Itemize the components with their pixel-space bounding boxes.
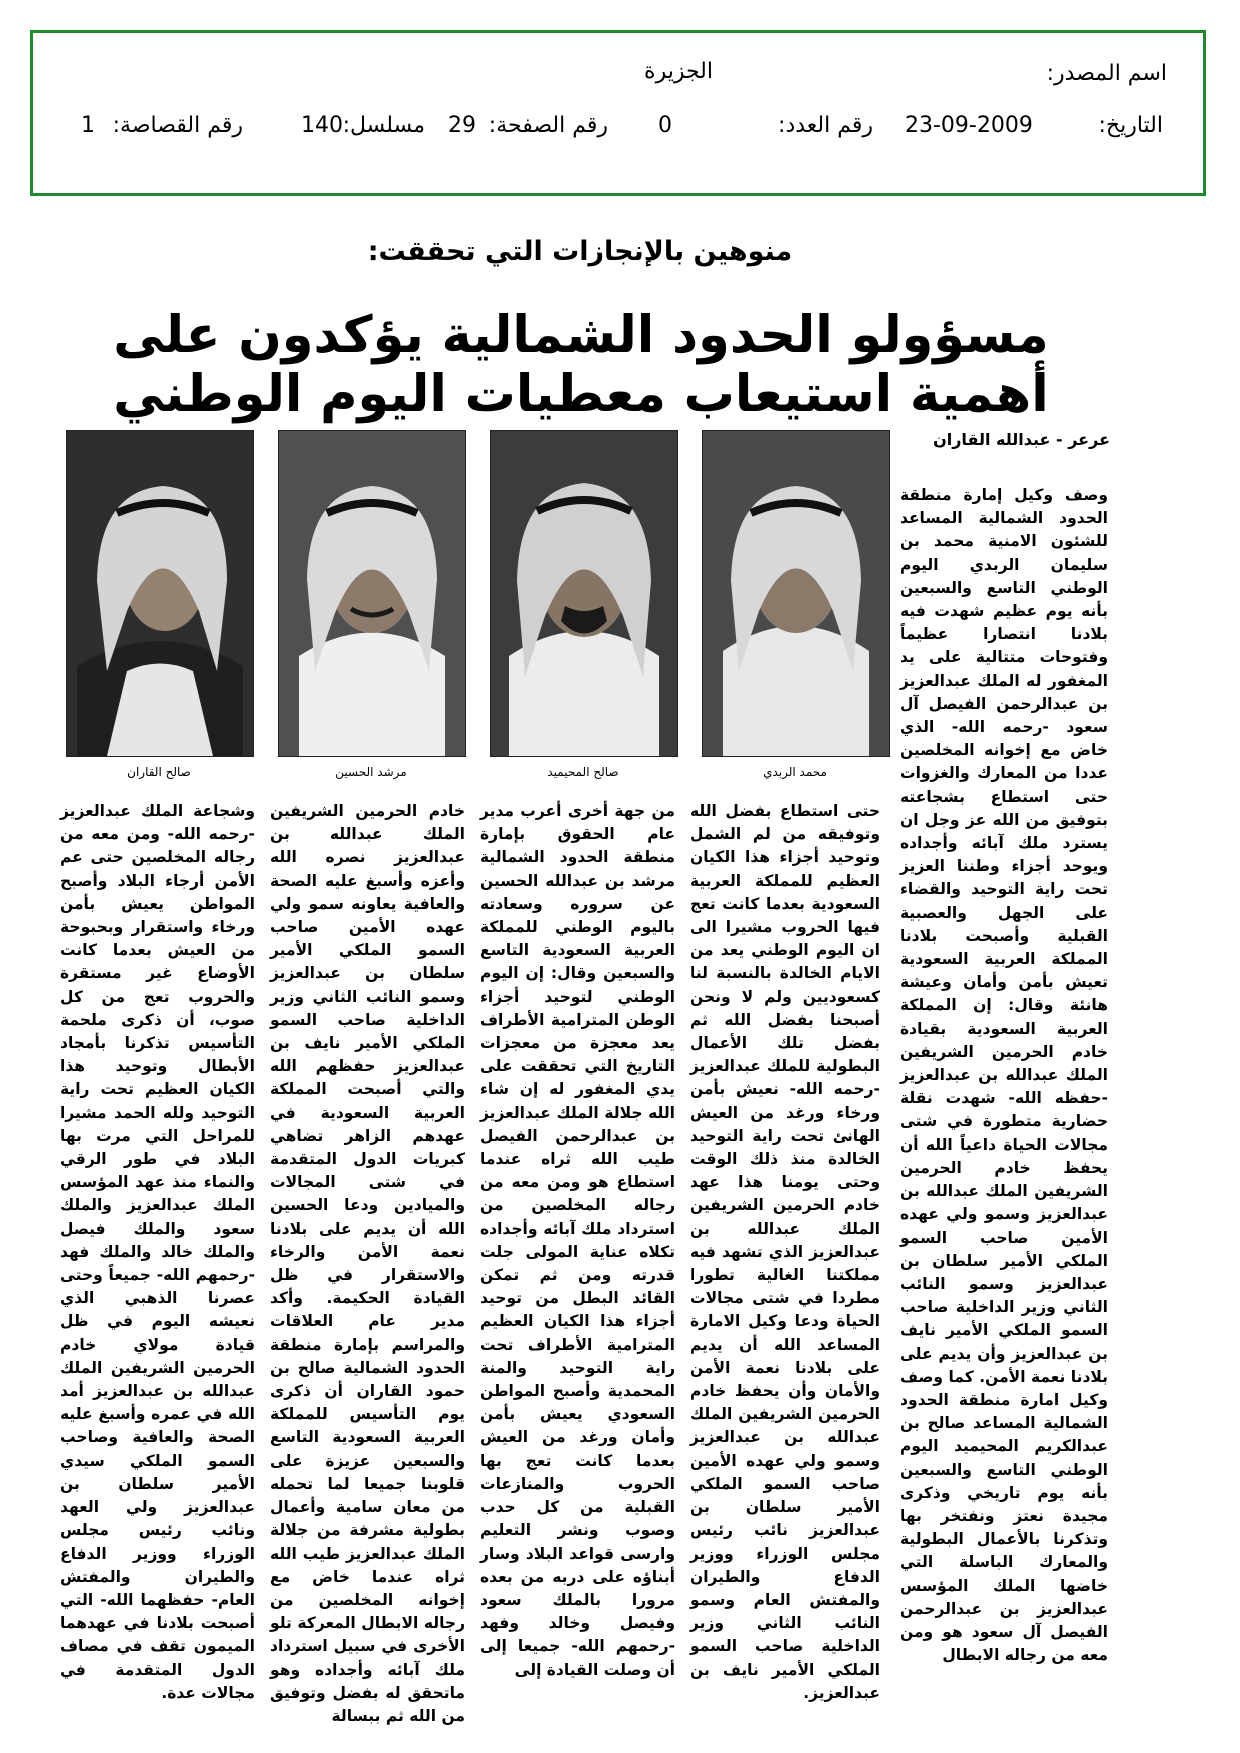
photo-caption-3: مرشد الحسين bbox=[335, 765, 407, 779]
serial-value: 140 bbox=[301, 113, 343, 138]
article-column-2 bbox=[480, 800, 675, 1700]
portrait-figure-icon bbox=[491, 431, 677, 756]
article-headline: مسؤولو الحدود الشمالية يؤكدون على أهمية استيعاب معطيات اليوم الوطني bbox=[113, 306, 1049, 424]
portrait-photo-4 bbox=[66, 430, 254, 757]
portrait-figure-icon bbox=[703, 431, 889, 756]
column-4-text: وشجاعة الملك عبدالعزيز -رحمه الله- ومن معه من رجاله المخلصين حتى عم الأمن أرجاء البلاد وأصبح المواطن يعيش بأمن ورخاء واستقرار وبحبوحة من العيش بعدما كانت الأوضاع غير مستقرة والحروب تعج من كل صوب، أن ذكرى ملحمة التأسيس تذكرنا بأمجاد الأبطال وتوحيد هذا الكيان العظيم تحت راية التوحيد ولله الحمد مشيرا للمراحل التي مرت بها البلاد في طور الرقي والنماء منذ عهد المؤسس الملك عبدالعزيز والملك سعود والملك فيصل والملك خالد والملك فهد -رحمهم الله- جميعاً وحتى عصرنا الذهبي الذي نعيشه اليوم في ظل قيادة مولاي خادم الحرمين الشريفين الملك عبدالله بن عبدالعزيز أمد الله في عمره وأسبغ عليه الصحة والعافية وصاحب السمو الملكي سيدي الأمير سلطان بن عبدالعزيز ولي العهد ونائب رئيس مجلس الوزراء ووزير الدفاع والطيران والمفتش العام- حفظهما الله- التي أصبحت بلادنا في عهدهما الميمون تقف في مصاف الدول المتقدمة في مجالات عدة. bbox=[60, 802, 255, 1702]
column-1-text: حتى استطاع بفضل الله وتوفيقه من لم الشمل وتوحيد أجزاء هذا الكيان العظيم للمملكة العربية السعودية بعدما كانت تعج فيها الحروب مشيرا الى ان اليوم الوطني يعد من الايام الخالدة بالنسبة لنا كسعوديين ولم لا ونحن أصبحنا بفضل الله ثم بفضل تلك الأعمال البطولية للملك عبدالعزيز -رحمه الله- نعيش بأمن ورخاء ورغد من العيش الهانئ تحت راية التوحيد الخالدة منذ ذلك الوقت وحتى يومنا هذا عهد خادم الحرمين الشريفين الملك عبدالله بن عبدالعزيز الذي تشهد فيه مملكتنا الغالية تطورا مطردا في شتى مجالات الحياة ودعا وكيل الامارة المساعد الله أن يديم على بلادنا نعمة الأمن والأمان وأن يحفظ خادم الحرمين الشريفين الملك عبدالله بن عبدالعزيز وسمو ولي عهده الأمين صاحب السمو الملكي الأمير سلطان بن عبدالعزيز نائب رئيس مجلس الوزراء ووزير الدفاع والطيران والمفتش العام وسمو النائب الثاني وزير الداخلية صاحب السمو الملكي الأمير نايف بن عبدالعزيز. bbox=[690, 802, 880, 1702]
portrait-figure-icon bbox=[67, 431, 253, 756]
article-column-3 bbox=[270, 800, 465, 1725]
portrait-photo-3 bbox=[278, 430, 466, 757]
article-column-1 bbox=[690, 800, 880, 1720]
serial-label: مسلسل: bbox=[342, 113, 425, 138]
page-label: رقم الصفحة: bbox=[488, 113, 608, 138]
page-value: 29 bbox=[448, 113, 476, 138]
portrait-photo-2 bbox=[490, 430, 678, 757]
date-label: التاريخ: bbox=[1098, 113, 1163, 138]
lead-paragraph: وصف وكيل إمارة منطقة الحدود الشمالية المساعد للشئون الامنية محمد بن سليمان الربدي اليوم الوطني التاسع والسبعين بأنه يوم عظيم شهدت فيه بلادنا انتصارا عظيماً وفتوحات متتالية على يد المغفور له الملك عبدالعزيز بن عبدالرحمن الفيصل آل سعود -رحمه الله- الذي خاض مع إخوانه المخلصين عددا من المعارك والغزوات حتى استطاع بشجاعته بتوفيق من الله عز وجل ان يسترد ملك آبائه وأجداده ويوحد أجزاء وطننا العزيز تحت راية التوحيد والقضاء على الجهل والعصبية القبلية وأصبحت بلادنا المملكة العربية السعودية تعيش بأمن وأمان وعيشة هانئة وقال: إن المملكة العربية السعودية بقيادة خادم الحرمين الشريفين الملك عبدالله بن عبدالعزيز -حفظه الله- شهدت نقلة حضارية متطورة في شتى مجالات الحياة داعياً الله أن يحفظ خادم الحرمين الشريفين الملك عبدالله بن عبدالعزيز وسمو ولي عهده الأمين صاحب السمو الملكي الأمير سلطان بن عبدالعزيز وسمو النائب الثاني وزير الداخلية صاحب السمو الملكي الأمير نايف بن عبدالعزيز وأن يديم على بلادنا نعمة الأمن. كما وصف وكيل امارة منطقة الحدود الشمالية المساعد صالح بن عبدالكريم المحيميد اليوم الوطني التاسع والسبعين بأنه يوم تاريخي وذكرى مجيدة نعتز ونفتخر بها وتذكرنا بالأعمال البطولية والمعارك الباسلة التي خاضها الملك المؤسس عبدالعزيز بن عبدالرحمن الفيصل آل سعود هو ومن معه من رجاله الابطال bbox=[900, 486, 1108, 1665]
issue-label: رقم العدد: bbox=[778, 113, 873, 138]
column-3-text: خادم الحرمين الشريفين الملك عبدالله بن عبدالعزيز نصره الله وأعزه وأسبغ عليه الصحة والعافية يعاونه سمو ولي عهده الأمين صاحب السمو الملكي الأمير سلطان بن عبدالعزيز وسمو النائب الثاني وزير الداخلية صاحب السمو الملكي الأمير نايف بن عبدالعزيز حفظهم الله والتي أصبحت المملكة العربية السعودية في عهدهم الزاهر تضاهي كبريات الدول المتقدمة في شتى المجالات والميادين ودعا الحسين الله أن يديم على بلادنا نعمة الأمن والرخاء والاستقرار في ظل القيادة الحكيمة. وأكد مدير عام العلاقات والمراسم بإمارة منطقة الحدود الشمالية صالح بن حمود القاران أن ذكرى يوم التأسيس للمملكة العربية السعودية التاسع والسبعين عزيزة على قلوبنا جميعا لما تحمله من معان سامية وأعمال بطولية مشرفة من جلالة الملك عبدالعزيز طيب الله ثراه عندما خاض مع إخوانه المخلصين من رجاله الابطال المعركة تلو الأخرى في سبيل استرداد ملك آبائه وأجداده وهو ماتحقق له بفضل وتوفيق من الله ثم ببسالة bbox=[270, 802, 465, 1725]
source-label: اسم المصدر: bbox=[1046, 61, 1167, 86]
issue-value: 0 bbox=[658, 113, 672, 138]
article-column-4 bbox=[60, 800, 255, 1720]
portrait-photo-1 bbox=[702, 430, 890, 757]
portrait-figure-icon bbox=[279, 431, 465, 756]
photo-caption-2: صالح المحيميد bbox=[547, 765, 619, 779]
column-2-text: من جهة أخرى أعرب مدير عام الحقوق بإمارة منطقة الحدود الشمالية مرشد بن عبدالله الحسين عن سروره وسعادته باليوم الوطني للمملكة العربية السعودية التاسع والسبعين وقال: إن اليوم الوطني لتوحيد أجزاء الوطن المترامية الأطراف يعد معجزة من معجزات التاريخ التي تحققت على يدي المغفور له إن شاء الله جلالة الملك عبدالعزيز بن عبدالرحمن الفيصل طيب الله ثراه عندما استطاع هو ومن معه من رجاله المخلصين من استرداد ملك آبائه وأجداده تكلاه عناية المولى جلت قدرته ومن ثم تمكن القائد البطل من توحيد أجزاء هذا الكيان العظيم المترامية الأطراف تحت راية التوحيد والمنة المحمدية وأصبح المواطن السعودي يعيش بأمن وأمان ورغد من العيش بعدما كانت تعج بها الحروب والمنازعات القبلية من كل حدب وصوب ونشر التعليم وارسى قواعد البلاد وسار أبناؤه على دربه من بعده مرورا بالملك سعود وفيصل وخالد وفهد -رحمهم الله- جميعا إلى أن وصلت القيادة إلى bbox=[480, 802, 675, 1679]
photo-caption-4: صالح القاران bbox=[127, 765, 191, 779]
article-kicker: منوهين بالإنجازات التي تحققت: bbox=[367, 236, 793, 267]
article-lead-column bbox=[900, 484, 1108, 1714]
clipping-metadata-box bbox=[30, 30, 1206, 196]
clip-value: 1 bbox=[81, 113, 95, 138]
source-value: الجزيرة bbox=[644, 59, 713, 84]
photo-caption-1: محمد الربدي bbox=[763, 765, 827, 779]
date-value: 23-09-2009 bbox=[905, 113, 1033, 138]
article-byline: عرعر - عبدالله القاران bbox=[933, 430, 1110, 449]
clip-label: رقم القصاصة: bbox=[112, 113, 243, 138]
